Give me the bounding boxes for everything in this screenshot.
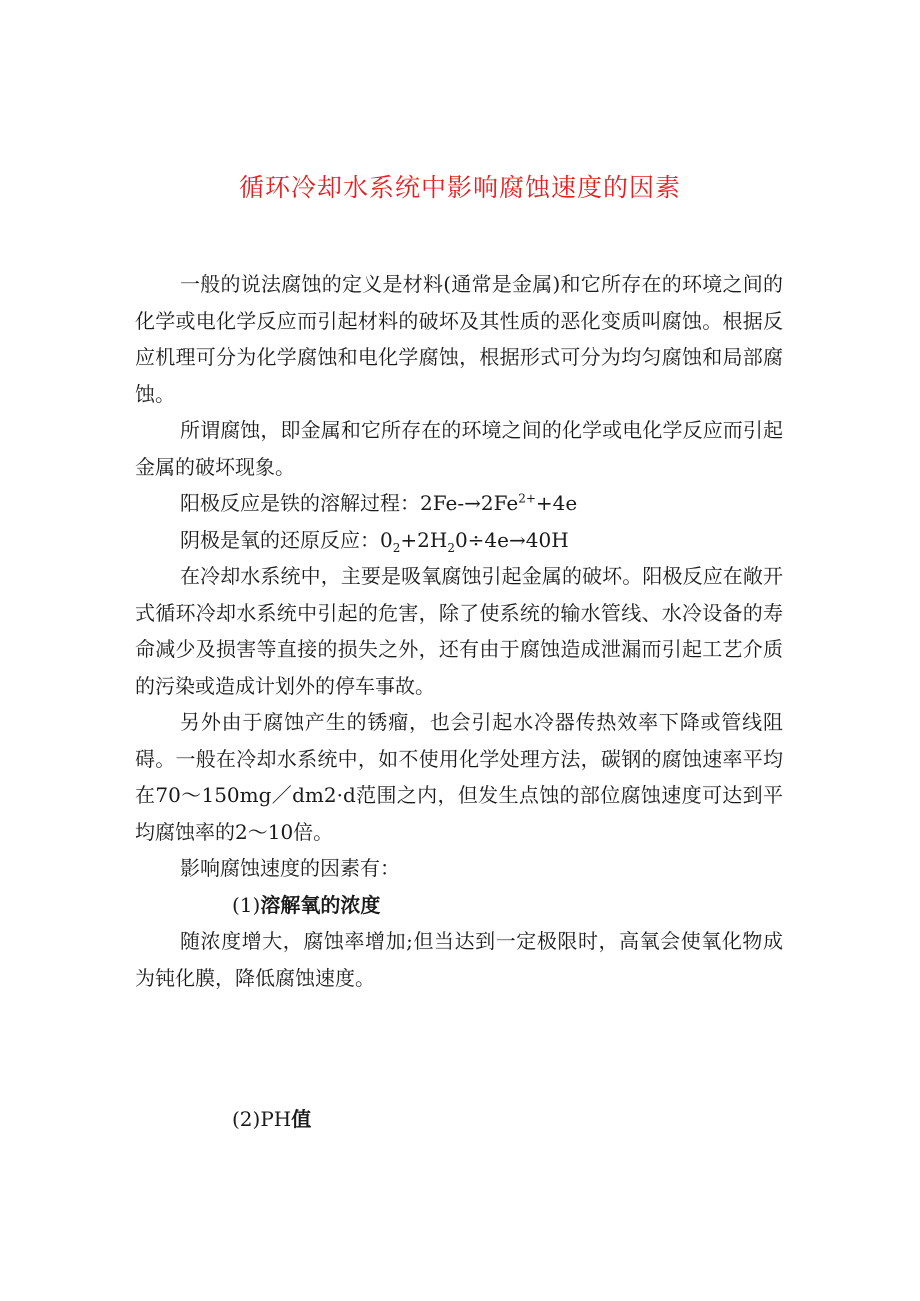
heading-text: 值 bbox=[291, 1107, 312, 1131]
cathode-oxygen: 0 bbox=[380, 527, 393, 552]
ion-charge: 2+ bbox=[518, 491, 536, 506]
oxygen-subscript: 2 bbox=[392, 540, 401, 555]
paragraph-rust-nodules: 另外由于腐蚀产生的锈瘤，也会引起水冷器传热效率下降或管线阻碍。一般在冷却水系统中，如不使用化学处理方法，碳钢的腐蚀速率平均在70～150mg／dm2·d范围之内，但发生点蚀的部位腐蚀速度可达到平均腐蚀率的2～10倍。 bbox=[135, 710, 783, 844]
anode-formula-b: 2Fe bbox=[480, 491, 519, 515]
anode-label: 阳极反应是铁的溶解过程： bbox=[180, 491, 420, 515]
paragraph-corrosion-definition: 一般的说法腐蚀的定义是材料(通常是金属)和它所存在的环境之间的化学或电化学反应而引起材料的破坏及其性质的恶化变质叫腐蚀。根据反应机理可分为化学腐蚀和电化学腐蚀，根据形式可分为均匀腐蚀和局部腐蚀。 bbox=[135, 272, 783, 406]
document-title: 循环冷却水系统中影响腐蚀速度的因素 bbox=[238, 173, 681, 202]
heading-ph-value bbox=[135, 1101, 783, 1138]
heading-number: (2)PH bbox=[232, 1107, 292, 1131]
paragraph-corrosion-meaning: 所谓腐蚀，即金属和它所存在的环境之间的化学或电化学反应而引起金属的破坏现象。 bbox=[135, 418, 783, 479]
reaction-arrow-icon: → bbox=[464, 491, 481, 515]
paragraph-oxygen-effect: 随浓度增大，腐蚀率增加;但当达到一定极限时，高氧会使氧化物成为钝化膜，降低腐蚀速度。 bbox=[135, 929, 783, 990]
cathode-plus-h: +2H bbox=[400, 527, 448, 552]
anode-reaction-line bbox=[135, 485, 783, 522]
heading-number: (1) bbox=[232, 892, 261, 917]
hydrogen-subscript: 2 bbox=[447, 540, 455, 555]
anode-formula-a: 2Fe- bbox=[420, 491, 465, 515]
anode-formula-c: +4e bbox=[535, 491, 578, 515]
cathode-product: 40H bbox=[525, 527, 569, 552]
heading-text: 溶解氧的浓度 bbox=[260, 892, 381, 917]
cathode-reaction-line bbox=[135, 522, 783, 559]
paragraph-cooling-water-corrosion: 在冷却水系统中，主要是吸氧腐蚀引起金属的破坏。阳极反应在敞开式循环冷却水系统中引起的危害，除了使系统的输水管线、水冷设备的寿命减少及损害等直接的损失之外，还有由于腐蚀造成泄漏而引起工艺介质的污染或造成计划外的停车事故。 bbox=[135, 564, 783, 698]
body-section-1 bbox=[135, 266, 783, 996]
heading-dissolved-oxygen bbox=[135, 887, 783, 924]
reaction-arrow-icon: → bbox=[509, 527, 526, 552]
paragraph-factors-intro: 影响腐蚀速度的因素有： bbox=[180, 856, 400, 880]
body-section-2 bbox=[135, 1101, 783, 1138]
cathode-rest: 0÷4e bbox=[454, 527, 509, 552]
cathode-label: 阴极是氧的还原反应： bbox=[180, 527, 380, 552]
